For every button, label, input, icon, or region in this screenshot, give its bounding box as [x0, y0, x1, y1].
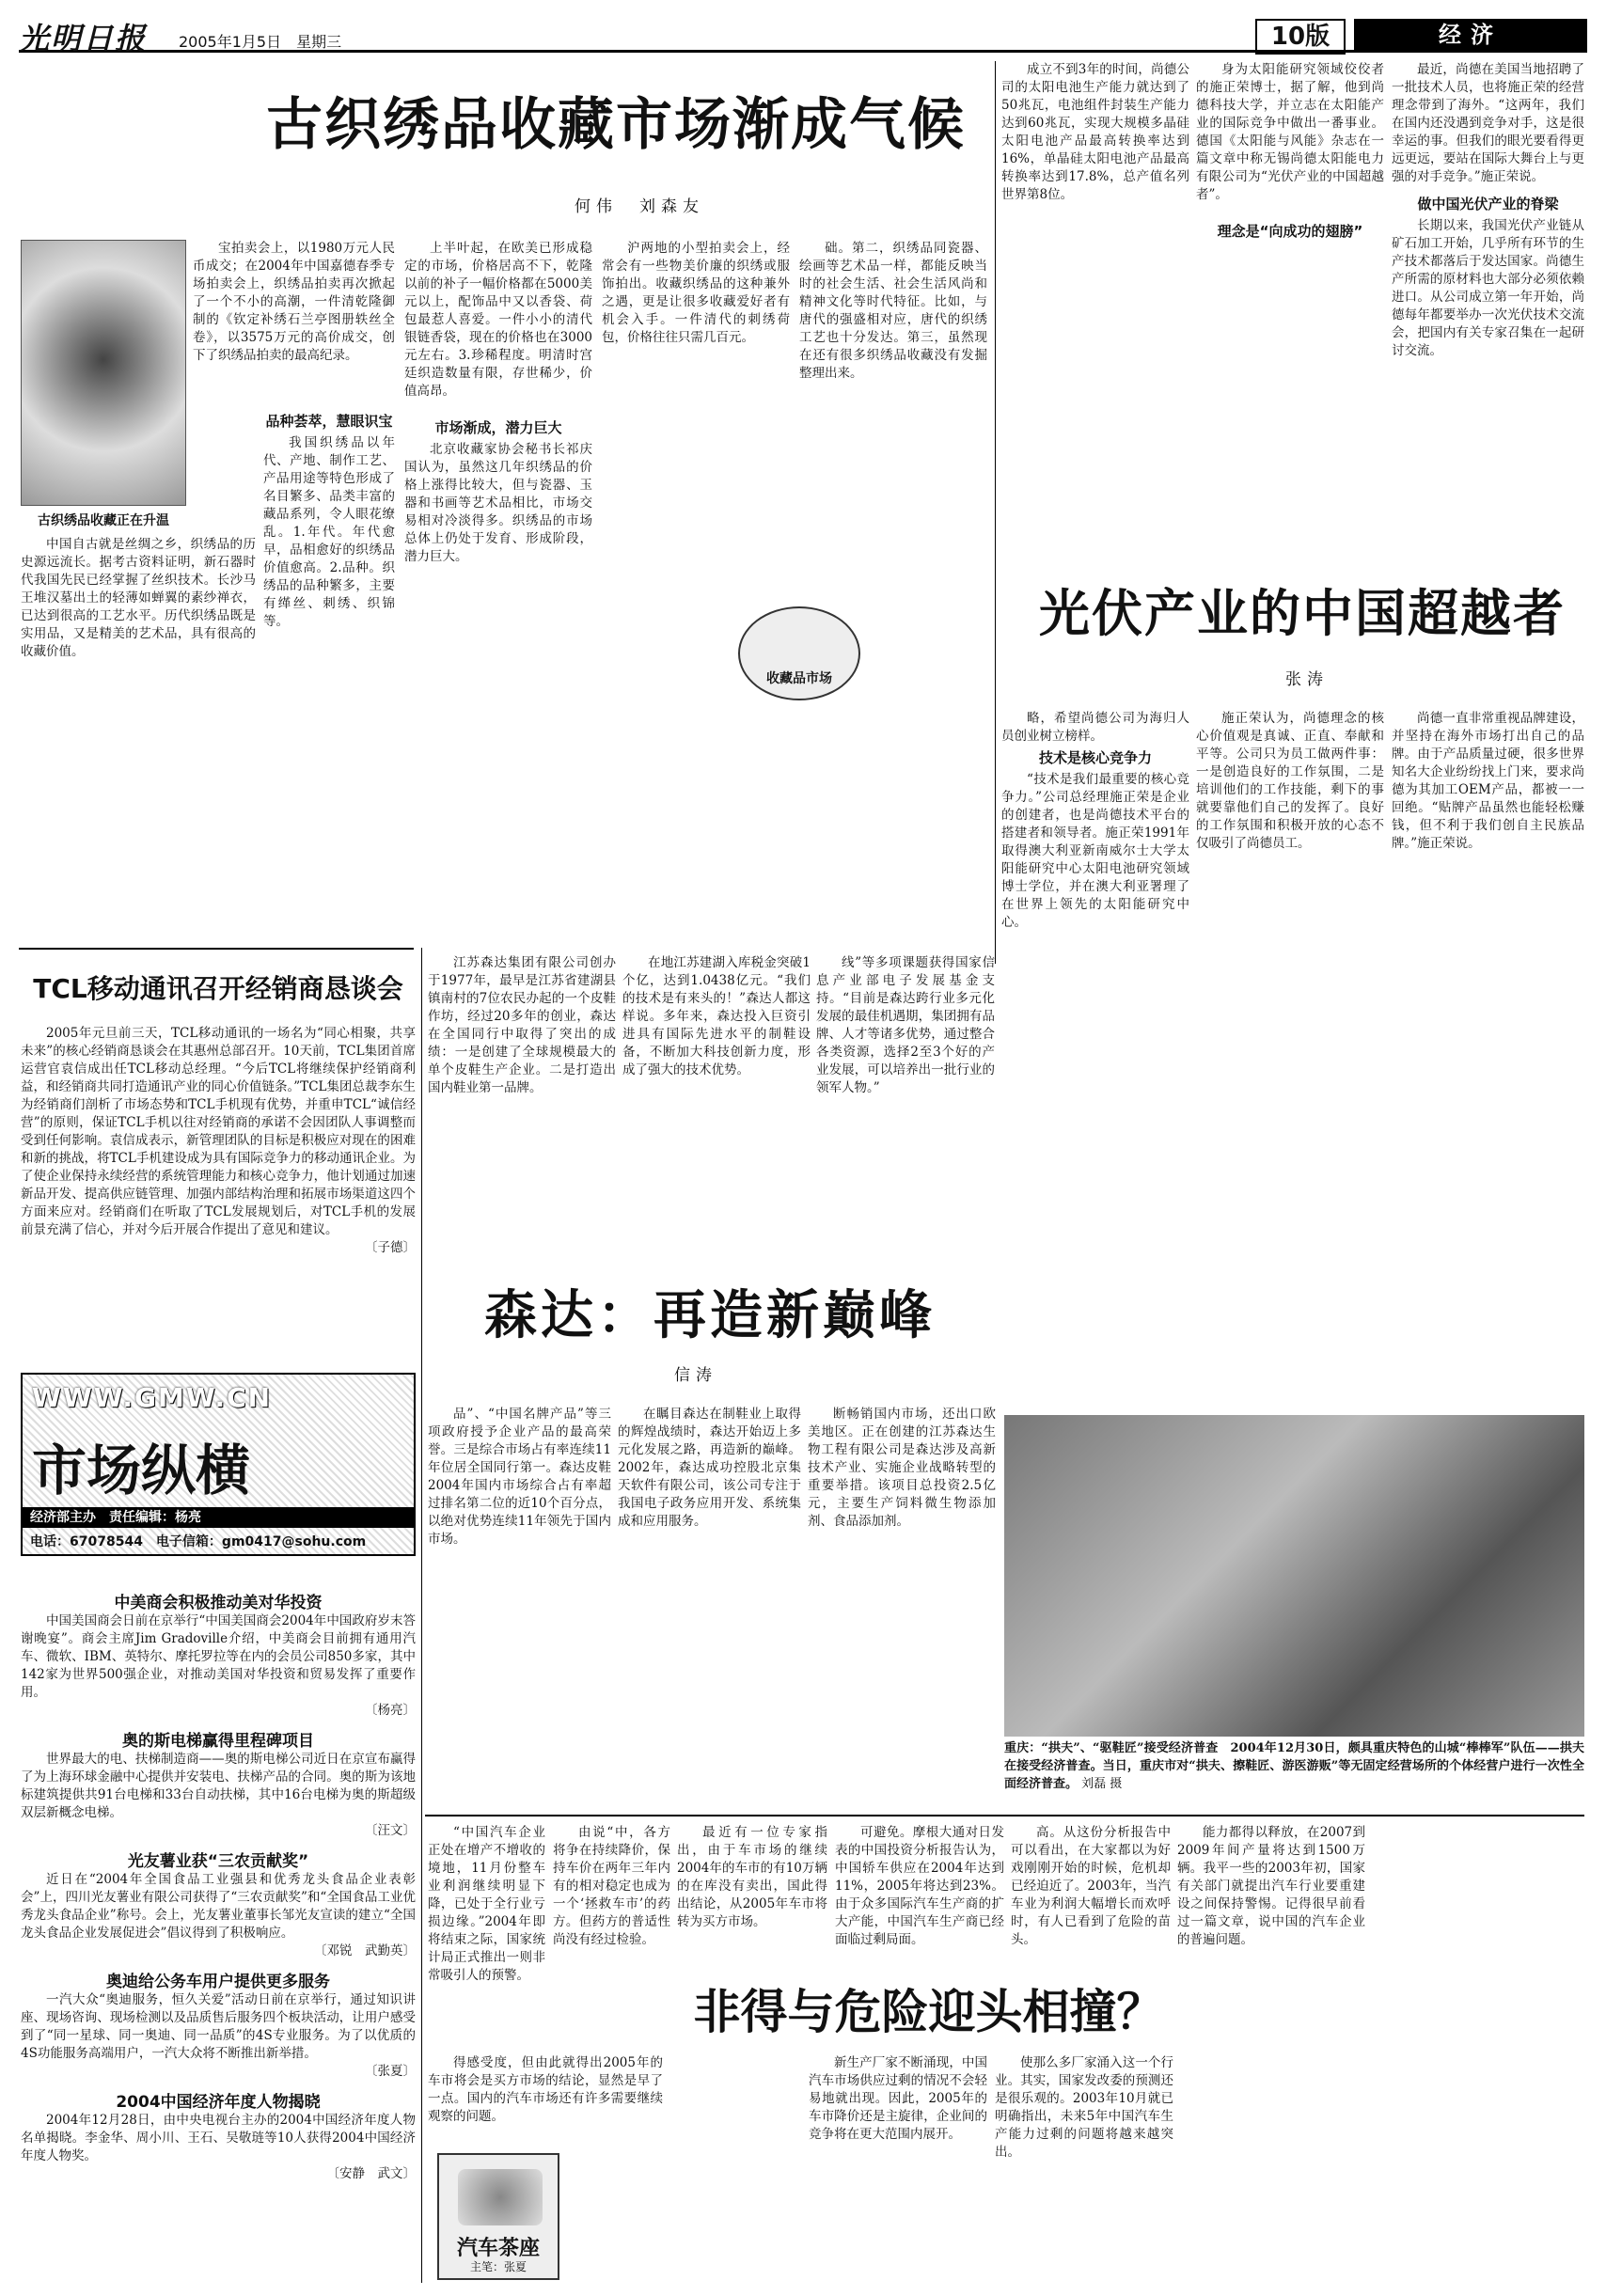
paragraph: 尚德一直非常重视品牌建设，并坚持在海外市场打出自己的品牌。由于产品质量过硬，很多世界知名大企业纷纷找上门来，要求尚德为其加工OEM产品，都被一一回绝。“贴牌产品虽然也能轻松赚钱，但不利于我们创自主民族品牌。”施正荣说。 [1392, 711, 1584, 851]
stamp-title: 汽车茶座 [456, 2237, 540, 2260]
article3-column-3 [1392, 710, 1584, 1368]
brief-title: 奥迪给公务车用户提供更多服务 [106, 1973, 330, 1991]
brief-body [21, 1751, 416, 1840]
paragraph: 2005年元旦前三天，TCL移动通讯的一场名为“同心相聚，共享未来”的核心经销商恳谈会在其惠州总部召开。10天前，TCL集团首席运营官袁信成出任TCL移动总经理。“今后TCL将继续保护经销商利益，和经销商共同打造通讯产业的同心价值链条。”TCL集团总裁李东生为经销商们剖析了市场态势和TCL手机现有优势，并重申TCL“诚信经营”的原则，保证TCL手机以往对经销商的承诺不会因团队人事调整而受到任何影响。袁信成表示，新管理团队的目标是积极应对现在的困难和新的挑战，将TCL手机建设成为具有国际竞争力的移动通讯企业。为了使企业保持永续经营的系统管理能力和核心竞争力，他计划通过加速新品开发、提高供应链管理、加强内部结构治理和拓展市场渠道这四个方面来应对。经销商们在听取了TCL发展规划后，对TCL手机的发展前景充满了信心，并对今后开展合作提出了意见和建议。 [21, 1026, 416, 1237]
article1-column-5 [799, 240, 987, 931]
article6-column-3 [677, 1824, 827, 1970]
article1-headline: 古织绣品收藏市场渐成气候 [266, 92, 966, 158]
article6-headline: 非得与危险迎头相撞？ [693, 1985, 1164, 2039]
article1-byline: 何伟 刘森友 [575, 197, 704, 216]
section-tag: 经济 [1354, 19, 1587, 51]
article3-column-2 [1196, 710, 1384, 1368]
article5-byline: 信涛 [674, 1366, 717, 1385]
article5-column-6 [808, 1406, 996, 1810]
market-email: 电子信箱：gm0417@sohu.com [155, 1534, 367, 1549]
paragraph: 新生产厂家不断涌现，中国汽车市场供应过剩的情况不会轻易地就出现。因此，2005年的车市降价还是主旋律，企业间的竞争将在更大范围内展开。 [809, 2055, 987, 2142]
paragraph: 断畅销国内市场，还出口欧美地区。正在创建的江苏森达生物工程有限公司是森达涉及高新技术产业、实施企业战略转型的重要举措。该项目总投资2.5亿元，主要生产饲料微生物添加剂、食品添加剂。 [808, 1407, 996, 1529]
brief-item [21, 2088, 416, 2183]
article1-column-3 [404, 240, 592, 931]
article3-column-1 [1001, 710, 1189, 1368]
article3-byline: 张涛 [1285, 670, 1329, 689]
brief-item [21, 1727, 416, 1840]
publication-date: 2005年1月5日 星期三 [179, 33, 342, 51]
article2-column-2 [1196, 61, 1384, 550]
brief-title: 光友薯业获“三农贡献奖” [127, 1852, 309, 1871]
briefs-column [21, 1589, 416, 2285]
article6-column-1 [428, 1824, 545, 2050]
page-number: 10版 [1255, 19, 1346, 55]
paragraph: 础。第二，织绣品同瓷器、绘画等艺术品一样，都能反映当时的社会生活、社会生活风尚和精神文化等时代特征。比如，与唐代的强盛相对应，唐代的织绣工艺也十分发达。第三，虽然现在还有很多织绣品收藏没有发掘整理出来。 [799, 241, 987, 381]
market-host-bar [23, 1507, 414, 1528]
market-title: 市场纵横 [32, 1439, 251, 1502]
paragraph: 略，希望尚德公司为海归人员创业树立榜样。 [1001, 711, 1189, 744]
market-contact [30, 1532, 366, 1550]
article4-body [21, 1025, 416, 1307]
article4-author: 〔子德〕 [365, 1240, 416, 1255]
paragraph: 可避免。摩根大通对日发表的中国投资分析报告认为，中国轿车供应在2004年达到11%，2005年将达到23%。由于众多国际汽车生产商的扩大产能，中国汽车生产商已经面临过剩局面。 [835, 1825, 1004, 1947]
paragraph: 上半叶起，在欧美已形成稳定的市场，价格居高不下，乾隆以前的补子一幅价格都在5000美元以上，配饰品中又以香袋、荷包最惹人喜爱。一件小小的清代银链香袋，现在的价格也在3000元左右。3.珍稀程度。明清时宫廷织造数量有限，存世稀少，价值高昂。 [404, 241, 592, 399]
brief-body [21, 1871, 416, 1960]
brief-author: 〔邓锐 武勤英〕 [314, 1943, 416, 1958]
paragraph: “中国汽车企业正处在增产不增收的境地，11月份整车业利润继续明显下降，已处于全行业亏损边缘。”2004年即将结束之际，国家统计局正式推出一则非常吸引人的预警。 [428, 1825, 545, 1983]
paragraph: 一汽大众“奥迪服务，恒久关爱”活动日前在京举行，通过知识讲座、现场咨询、现场检测以及品质售后服务四个板块活动，让用户感受到了“同一星球、同一奥迪、同一品质”的4S专业服务。为了以优质的4S功能服务高端用户，一汽大众将不断推出新举措。 [21, 1992, 416, 2061]
paragraph: 在瞩目森达在制鞋业上取得的辉煌战绩时，森达开始迈上多元化发展之路，再造新的巅峰。2002年，森达成功控股北京集天软件有限公司，该公司专注于我国电子政务应用开发、系统集成和应用服务。 [618, 1407, 801, 1529]
paper-name: 光明日报 [19, 21, 148, 56]
paragraph: 中国自古就是丝绸之乡，织绣品的历史源远流长。据考古资料证明，新石器时代我国先民已经掌握了丝织技术。长沙马王堆汉墓出土的轻薄如蝉翼的素纱禅衣，已达到很高的工艺水平。历代织绣品既是实用品，又是精美的艺术品，具有很高的收藏价值。 [21, 537, 256, 659]
paragraph: 品”、“中国名牌产品”等三项政府授予企业产品的最高荣誉。三是综合市场占有率连续11年位居全国同行第一。森达皮鞋2004年国内市场综合占有率超过排名第二位的近10个百分点，以绝对优势连续11年领先于国内市场。 [428, 1407, 611, 1547]
subheading: 市场渐成，潜力巨大 [434, 419, 562, 436]
market-box [21, 1373, 416, 1556]
brief-author: 〔汪文〕 [365, 1823, 416, 1838]
photo-caption-text: 重庆：“拱夫”、“驱鞋匠”接受经济普查 2004年12月30日，颇具重庆特色的山城“棒棒军”队伍——拱夫在接受经济普查。当日，重庆市对“拱夫、擦鞋匠、游医游贩”等无固定经营场所的个体经营户进行一次性全面经济普查。 [1004, 1741, 1584, 1791]
article6-column-6 [1177, 1824, 1365, 2285]
brief-author: 〔张夏〕 [365, 2064, 416, 2079]
collection-market-label: 收藏品市场 [766, 671, 832, 686]
paragraph: 近日在“2004年全国食品工业强县和优秀龙头食品企业表彰会”上，四川光友薯业有限公司获得了“三农贡献奖”和“全国食品工业优秀龙头食品企业”称号。会上，光友薯业董事长邹光友宣读的建立“全国龙头食品企业发展促进会”倡议得到了积极响应。 [21, 1872, 416, 1941]
brief-title: 2004中国经济年度人物揭晓 [116, 2093, 321, 2112]
market-host: 经济部主办 [30, 1510, 96, 1525]
section-rule [425, 1815, 1584, 1816]
paragraph: 北京收藏家协会秘书长祁庆国认为，虽然这几年织绣品的价格上涨得比较大，但与瓷器、玉器和书画等艺术品相比，市场交易相对冷淡得多。织绣品的市场总体上仍处于发育、形成阶段，潜力巨大。 [404, 442, 592, 564]
stamp-host: 主笔：张夏 [469, 2260, 527, 2273]
paragraph: 江苏森达集团有限公司创办于1977年，最早是江苏省建湖县镇南村的7位农民办起的一个皮鞋作坊，经过20多年的创业，森达在全国同行中取得了突出的成绩：一是创建了全球规模最大的单个皮鞋生产企业。二是打造出国内鞋业第一品牌。 [428, 955, 616, 1095]
article1-column-2 [193, 240, 395, 404]
brief-body [21, 2112, 416, 2183]
article6-column-5 [1011, 1824, 1171, 1970]
masthead [19, 17, 1587, 56]
section-rule [19, 948, 414, 950]
embroidery-photo [21, 240, 186, 506]
paragraph: 沪两地的小型拍卖会上，经常会有一些物美价廉的织绣或服饰拍出。收藏织绣品的这种兼外之遇，更是让很多收藏爱好者有机会入手。一件清代的刺绣荷包，价格往往只需几百元。 [602, 241, 790, 345]
paragraph: 最近有一位专家指出，由于车市场的继续2004年的车市的有10万辆的在库没有卖出，国此得出结论，从2005年车市将转为买方市场。 [677, 1825, 827, 1929]
teacup-icon [458, 2169, 543, 2225]
article5-column-5 [618, 1406, 801, 1810]
article1-column-2b [263, 409, 395, 931]
subheading: 品种荟萃，慧眼识宝 [265, 413, 393, 430]
column-rule [421, 948, 422, 2283]
article5-column-3 [816, 954, 995, 1265]
brief-item [21, 1848, 416, 1960]
paragraph: 我国织绣品以年代、产地、制作工艺、产品用途等特色形成了名目繁多、品类丰富的藏品系列，令人眼花缭乱。1.年代。年代愈早，品相愈好的织绣品价值愈高。2.品种。织绣品的品种繁多，主要有缂丝、刺绣、织锦等。 [263, 435, 395, 629]
paragraph: 得感受度，但由此就得出2005年的车市将会是买方市场的结论，显然是早了一点。国内的汽车市场还有许多需要继续观察的问题。 [428, 2055, 663, 2124]
article2-column-1 [1001, 61, 1189, 550]
brief-author: 〔安静 武文〕 [326, 2166, 416, 2181]
paragraph: 长期以来，我国光伏产业链从矿石加工开始，几乎所有环节的生产技术都落后于发达国家。尚德生产所需的原材料也大部分必须依赖进口。从公司成立第一年开始，尚德每年都要举办一次光伏技术交流会，把国内有关专家召集在一起研讨交流。 [1392, 218, 1584, 358]
brief-item [21, 1968, 416, 2081]
paragraph: “技术是我们最重要的核心竞争力。”公司总经理施正荣是企业的创建者，也是尚德技术平台的搭建者和领导者。施正荣1991年取得澳大利亚新南威尔士大学太阳能研究中心太阳电池研究领域博士学位，并在澳大利亚署理了在世界上领先的太阳能研究中心。 [1001, 772, 1189, 930]
article6-column-2 [553, 1824, 670, 2050]
paragraph: 宝拍卖会上，以1980万元人民币成交；在2004年中国嘉德春季专场拍卖会上，织绣品拍卖再次掀起了一个不小的高潮，一件清乾隆御制的《钦定补绣石兰亭图册轶丝全卷》，以3575万元的高价成交，创下了织绣品拍卖的最高纪录。 [193, 241, 395, 363]
car-tea-column-stamp [437, 2153, 559, 2280]
column-rule [995, 61, 996, 964]
article6-column-7 [428, 2054, 663, 2130]
paragraph: 2004年12月28日，由中央电视台主办的2004中国经济年度人物名单揭晓。李金华、周小川、王石、吴敬琏等10人获得2004中国经济年度人物奖。 [21, 2113, 416, 2163]
article5-column-2 [622, 954, 811, 1265]
market-phone: 电话：67078544 [30, 1534, 143, 1549]
paragraph: 使那么多厂家涌入这一个行业。其实，国家发改委的预测还是很乐观的。2003年10月就已明确指出，未来5年中国汽车生产能力过剩的问题将越来越突出。 [995, 2055, 1173, 2160]
paragraph: 施正荣认为，尚德理念的核心价值观是真诚、正直、奉献和平等。公司只为员工做两件事：一是创造良好的工作氛围，二是培训他们的工作技能，剩下的事就要靠他们自己的发挥了。良好的工作氛围和积极开放的心态不仅吸引了尚德员工。 [1196, 711, 1384, 851]
article6-column-8 [809, 2054, 987, 2285]
paragraph: 由说“中，各方将争在持续降价，保持车价在两年三年内有的相对稳定也成为一个‘拯救车市’的药方。但药方的普适性尚没有经过检验。 [553, 1825, 670, 1947]
subheading: 技术是核心竞争力 [1038, 749, 1152, 766]
article5-column-4 [428, 1406, 611, 1810]
brief-item [21, 1589, 416, 1720]
paragraph: 中国美国商会日前在京举行“中国美国商会2004年中国政府岁末答谢晚宴”。商会主席Jim Gradoville介绍，中美商会目前拥有通用汽车、微软、IBM、英特尔、摩托罗拉等在内的会员公司850多家，其中142家为世界500强企业，对推动美国对华投资和贸易发挥了重要作用。 [21, 1613, 416, 1700]
brief-body [21, 1991, 416, 2081]
article6-column-9 [995, 2054, 1173, 2285]
article2-column-3 [1392, 61, 1584, 550]
market-site: WWW.GMW.CN [32, 1382, 273, 1413]
brief-body [21, 1612, 416, 1720]
paragraph: 在地江苏建湖入库税金突破1个亿，达到1.0438亿元。“我们的技术是有来头的！”森达人都这样说。多年来，森达投入巨资引进具有国际先进水平的制鞋设备，不断加大科技创新力度，形成了强大的技术优势。 [622, 955, 811, 1077]
brief-title: 中美商会积极推动美对华投资 [114, 1594, 323, 1612]
photo-caption [1004, 1739, 1584, 1796]
brief-author: 〔杨亮〕 [365, 1703, 416, 1718]
article5-column-1 [428, 954, 616, 1265]
paragraph: 最近，尚德在美国当地招聘了一批技术人员，也将施正荣的经营理念带到了海外。“这两年，我们在国内还没遇到竞争对手，这是很幸运的事。但我们的眼光要看得更远更远，要站在国际大舞台上与更强的对手竞争。”施正荣说。 [1392, 62, 1584, 184]
article6-column-4 [835, 1824, 1004, 1970]
paragraph: 能力都得以释放，在2007到2009年间产量将达到1500万辆。我平一些的2003年初，国家有关部门就提出汽车行业要重建设之间保持警惕。记得很早前看过一篇文章，说中国的汽车企业的普遍问题。 [1177, 1825, 1365, 1947]
economic-census-photo [1004, 1415, 1584, 1737]
subheading: 做中国光伏产业的脊梁 [1417, 196, 1559, 212]
brief-title: 奥的斯电梯赢得里程碑项目 [122, 1732, 314, 1751]
paragraph: 成立不到3年的时间，尚德公司的太阳电池生产能力就达到了50兆瓦，电池组件封装生产能力达到60兆瓦，实现大规模多晶硅太阳电池产品最高转换率达到16%，单晶硅太阳电池产品最高转换率达到17.8%，总产值名列世界第8位。 [1001, 62, 1189, 202]
subheading: 理念是“向成功的翅膀” [1217, 223, 1363, 240]
photo-credit: 刘磊 摄 [1081, 1777, 1123, 1791]
market-editor: 责任编辑：杨亮 [109, 1510, 201, 1525]
paragraph: 线”等多项课题获得国家信息产业部电子发展基金支持。“目前是森达跨行业多元化发展的最佳机遇期，集团拥有品牌、人才等诸多优势，通过整合各类资源，选择2至3个好的产业发展，可以培养出一批行业的领军人物。” [816, 955, 995, 1095]
article5-headline: 森达：再造新巅峰 [484, 1285, 936, 1346]
paragraph: 世界最大的电、扶梯制造商——奥的斯电梯公司近日在京宣布赢得了为上海环球金融中心提供并安装电、扶梯产品的合同。奥的斯为该地标建筑提供共91台电梯和33台自动扶梯，其中16台电梯为奥的斯超级双层新概念电梯。 [21, 1752, 416, 1820]
paragraph: 高。从这份分析报告中可以看出，在大家都以为好戏刚刚开始的时候，危机却已经迫近了。2003年，当汽车业为利润大幅增长而欢呼时，有人已看到了危险的苗头。 [1011, 1825, 1171, 1947]
embroidery-photo-caption: 古织绣品收藏正在升温 [38, 513, 169, 528]
article1-column-1 [21, 536, 256, 931]
paragraph: 身为太阳能研究领域佼佼者的施正荣博士，据了解，他到尚德科技大学，并立志在太阳能产业的国际竞争中做出一番事业。德国《太阳能与风能》杂志在一篇文章中称无锡尚德太阳能电力有限公司为“光伏产业的中国超越者”。 [1196, 62, 1384, 202]
article1-column-4 [602, 240, 790, 931]
article4-headline: TCL移动通讯召开经销商恳谈会 [33, 973, 403, 1004]
article3-headline: 光伏产业的中国超越者 [1039, 584, 1566, 643]
